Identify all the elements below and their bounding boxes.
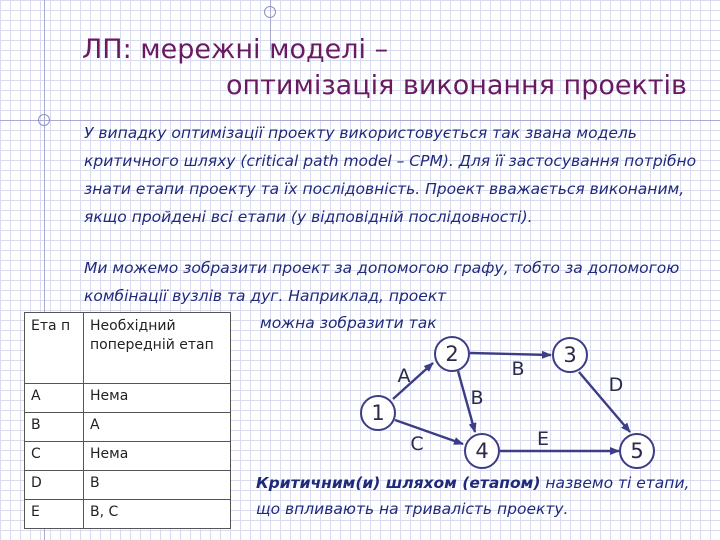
table-header-stage: Ета п	[25, 313, 84, 384]
critical-path-term: Критичним(и) шляхом (етапом)	[256, 474, 541, 492]
edge-label-d: D	[608, 374, 624, 396]
paragraph-graph-caption: можна зобразити так	[260, 314, 437, 332]
slide-title-line1: ЛП: мережні моделі –	[82, 34, 389, 65]
edge-2-3	[470, 353, 551, 355]
edge-1-4	[395, 420, 463, 444]
node-2-label: 2	[445, 342, 459, 366]
node-1-label: 1	[371, 401, 385, 425]
edge-label-b-mid: B	[470, 387, 484, 409]
table-cell-predecessor: Нема	[84, 442, 231, 471]
table-cell-predecessor: A	[84, 413, 231, 442]
table-cell-stage: B	[25, 413, 84, 442]
paragraph-cpm-intro: У випадку оптимізації проекту використовується так звана модель критичного шляху (critical path model – CPM). Для її застосування потрібно знати етапи проекту та їх послідовність. Проект вважається виконаним, якщо пройдені всі етапи (у відповідній послідовності).	[84, 124, 697, 226]
table-cell-stage: A	[25, 384, 84, 413]
node-3-label: 3	[563, 343, 577, 367]
critical-path-definition: назвемо ті етапи, що впливають на тривалість проекту.	[256, 474, 690, 518]
edge-label-b-top: B	[511, 358, 525, 380]
edge-label-e: E	[536, 428, 550, 450]
paragraph-critical-path	[256, 470, 716, 522]
edge-label-c: C	[410, 433, 424, 455]
table-cell-stage: D	[25, 471, 84, 500]
table-cell-stage: E	[25, 500, 84, 529]
node-4-label: 4	[475, 439, 489, 463]
table-header-predecessor: Необхідний попередній етап	[84, 313, 231, 384]
paragraph-graph-intro: Ми можемо зобразити проект за допомогою графу, тобто за допомогою комбінації вузлів та дуг. Наприклад, проект	[84, 259, 680, 305]
edge-label-a: A	[397, 365, 411, 387]
table-cell-stage: C	[25, 442, 84, 471]
node-5-label: 5	[630, 439, 644, 463]
table-cell-predecessor: Нема	[84, 384, 231, 413]
table-cell-predecessor: B	[84, 471, 231, 500]
slide-title-line2: оптимізація виконання проектів	[226, 70, 687, 101]
table-cell-predecessor: B, C	[84, 500, 231, 529]
